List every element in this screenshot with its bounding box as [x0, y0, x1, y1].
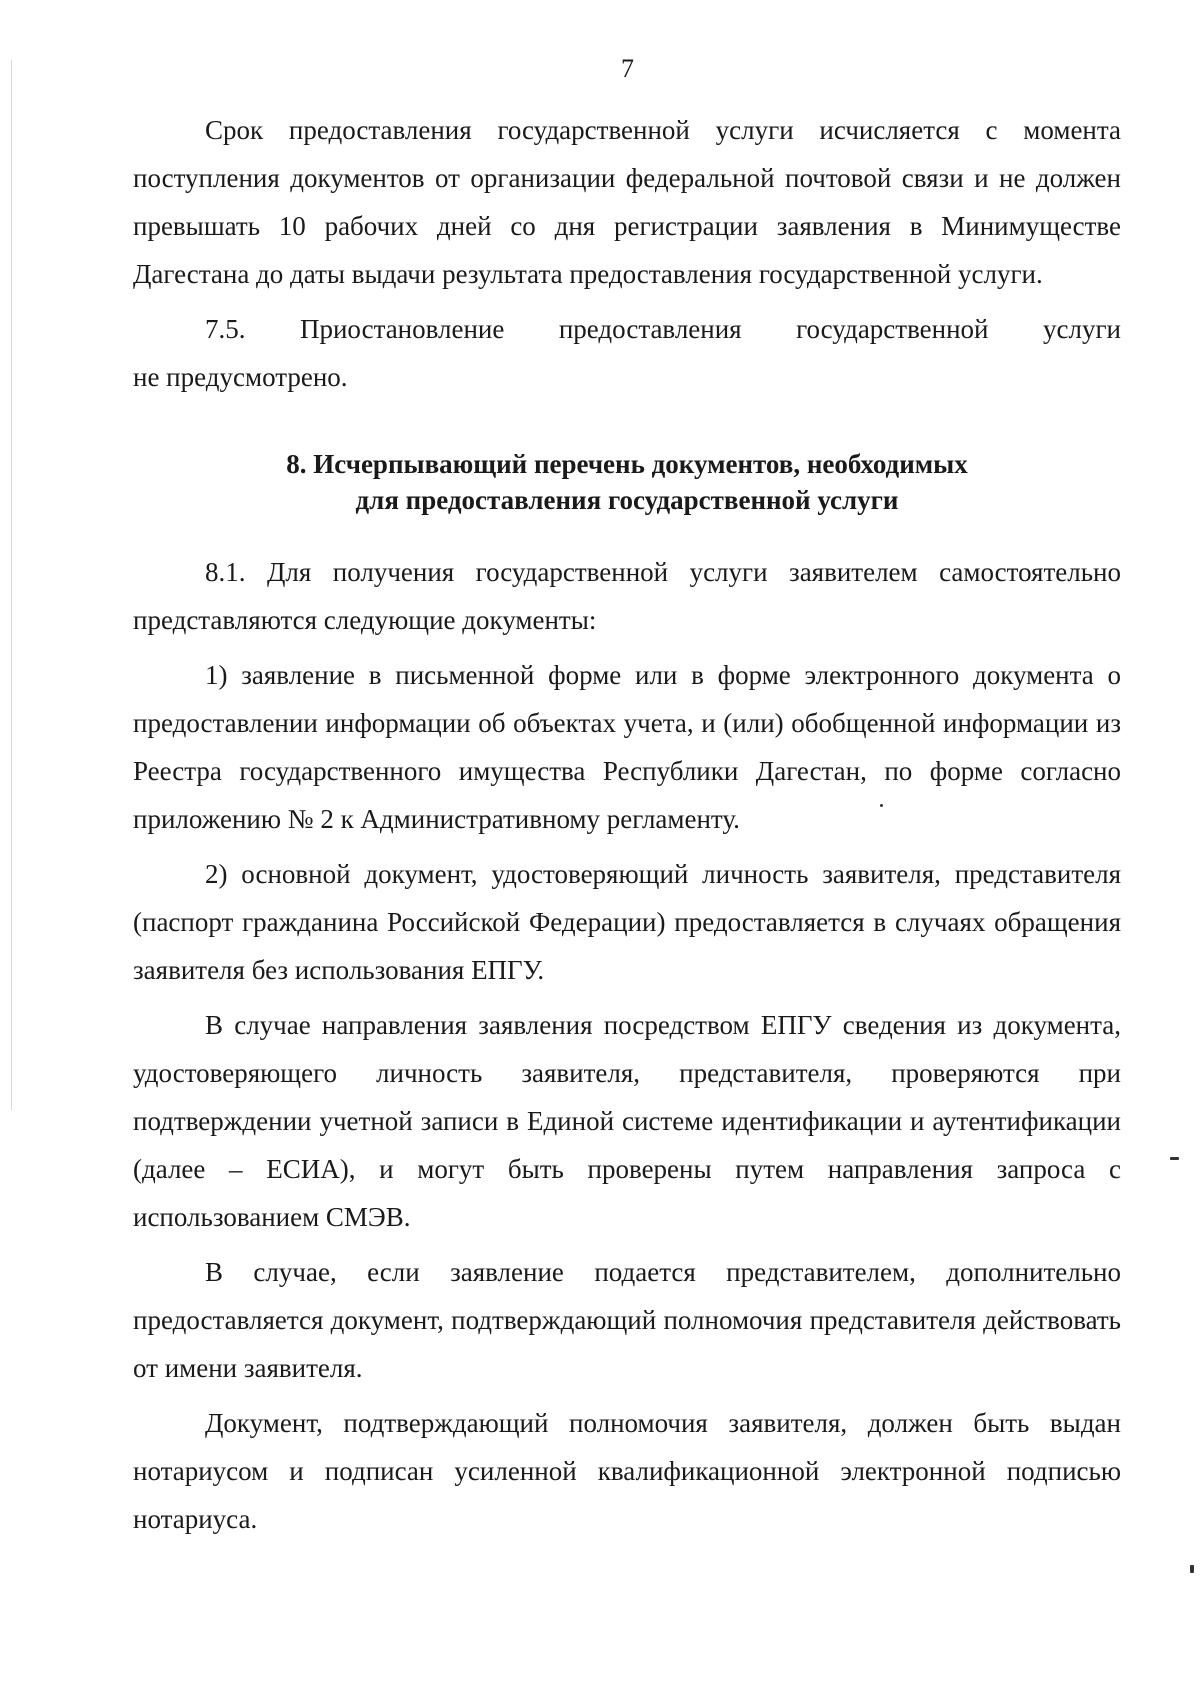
item-7-5-continuation: не предусмотрено. — [133, 362, 348, 392]
item-7-5-word: услуги — [1042, 314, 1121, 344]
scan-speck — [1190, 1565, 1194, 1573]
scan-margin-line — [11, 60, 12, 1110]
paragraph-representative: В случае, если заявление подается представителем, дополнительно предоставляется документ, подтверждающий полномочия представителя действовать от имени заявителя. — [133, 1257, 1121, 1383]
paragraph-item-2: 2) основной документ, удостоверяющий личность заявителя, представителя (паспорт гражданина Российской Федерации) предоставляется в случаях обращения заявителя без использования ЕПГУ. — [133, 859, 1121, 985]
document-body — [133, 106, 1121, 1543]
item-7-5-number: 7.5. — [205, 314, 246, 344]
section-8-heading-line2: для предоставления государственной услуги — [355, 485, 899, 515]
paragraph-8-1: 8.1. Для получения государственной услуги заявителем самостоятельно представляются следующие документы: — [133, 557, 1121, 635]
scan-speck — [1170, 1157, 1179, 1160]
item-7-5-word: предоставления — [558, 314, 742, 344]
item-7-5-word: Приостановление — [299, 314, 505, 344]
page-number: 7 — [621, 54, 634, 83]
item-7-5-word: государственной — [796, 314, 989, 344]
item-7-5 — [133, 305, 1121, 353]
paragraph-epgu: В случае направления заявления посредством ЕПГУ сведения из документа, удостоверяющего личность заявителя, представителя, проверяются при подтверждении учетной записи в Единой системе идентификации и аутентификации (далее – ЕСИА), и могут быть проверены путем направления запроса с использованием СМЭВ. — [133, 1010, 1121, 1232]
paragraph-notary: Документ, подтверждающий полномочия заявителя, должен быть выдан нотариусом и подписан усиленной квалификационной электронной подписью нотариуса. — [133, 1408, 1121, 1534]
section-8-heading-line1: 8. Исчерпывающий перечень документов, необходимых — [286, 449, 968, 479]
section-8-heading — [133, 446, 1121, 518]
paragraph-service-term: Срок предоставления государственной услуги исчисляется с момента поступления документов от организации федеральной почтовой связи и не должен превышать 10 рабочих дней со дня регистрации заявления в Минимуществе Дагестана до даты выдачи результата предоставления государственной услуги. — [133, 115, 1121, 289]
scan-speck — [880, 804, 883, 807]
paragraph-item-1: 1) заявление в письменной форме или в форме электронного документа о предоставлении информации об объектах учета, и (или) обобщенной информации из Реестра государственного имущества Республики Дагестан, по форме согласно приложению № 2 к Административному регламенту. — [133, 660, 1121, 834]
